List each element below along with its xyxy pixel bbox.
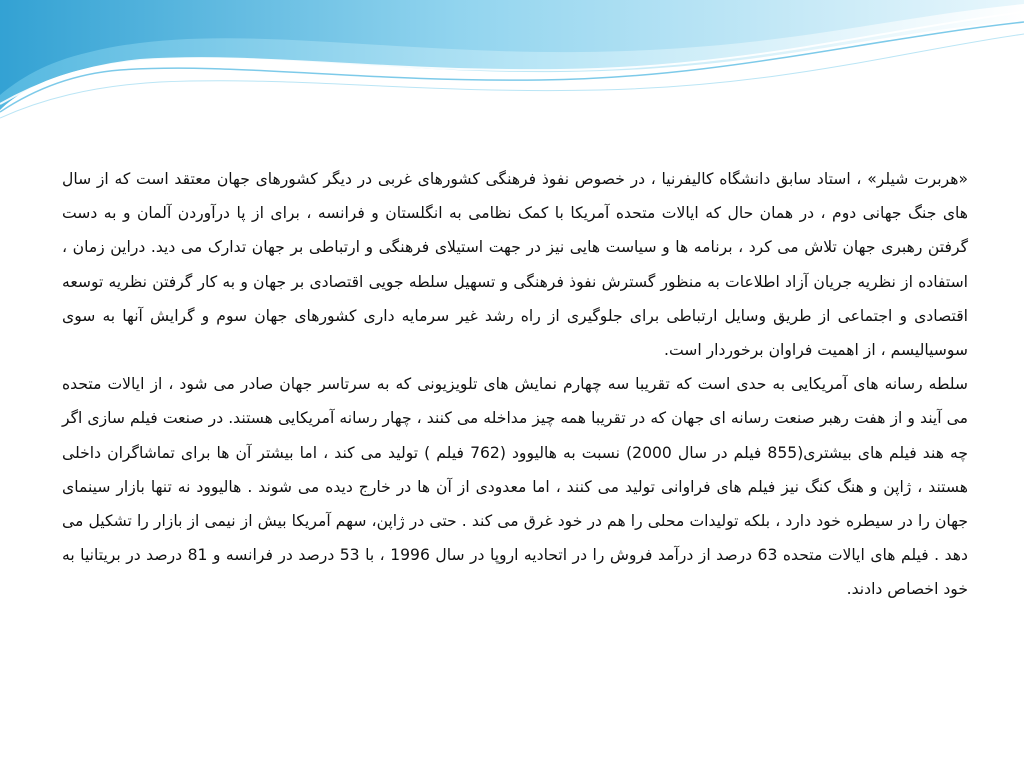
body-text: [62, 162, 968, 607]
header-wave-decoration: [0, 0, 1024, 130]
paragraph-2: سلطه رسانه های آمریکایی به حدی است که تقریبا سه چهارم نمایش های تلویزیونی که به سرتاسر جهان صادر می شود ، از ایالات متحده می آیند و از هفت رهبر صنعت رسانه ای جهان که در تقریبا همه چیز مداخله می کنند ، چهار رسانه آمریکایی هستند. در صنعت فیلم سازی اگر چه هند فیلم های بیشتری(855 فیلم در سال 2000) نسبت به هالیوود (762 فیلم ) تولید می کند ، اما بیشتر آن ها برای تماشاگران داخلی هستند ، ژاپن و هنگ کنگ نیز فیلم های فراوانی تولید می کنند ، اما معدودی از آن ها در خارج دیده می شوند . هالیوود نه تنها بازار سینمای جهان را در سیطره خود دارد ، بلکه تولیدات محلی را هم در خود غرق می کند . حتی در ژاپن، سهم آمریکا بیش از نیمی از بازار را تشکیل می دهد . فیلم های ایالات متحده 63 درصد از درآمد فروش را در اتحادیه اروپا در سال 1996 ، با 53 درصد در فرانسه و 81 درصد در بریتانیا به خود اخصاص دادند.: [62, 375, 968, 599]
paragraph-1: «هربرت شیلر» ، استاد سابق دانشگاه کالیفرنیا ، در خصوص نفوذ فرهنگی کشورهای غربی در دیگر کشورهای جهان معتقد است که از سال های جنگ جهانی دوم ، در همان حال که ایالات متحده آمریکا با کمک نظامی به انگلستان و فرانسه ، برای از پا درآوردن آلمان و به دست گرفتن رهبری جهان تلاش می کرد ، برنامه ها و سیاست هایی نیز در جهت استیلای فرهنگی و ارتباطی بر جهان تدارک می دید. دراین زمان ، استفاده از نظریه جریان آزاد اطلاعات به منظور گسترش نفوذ فرهنگی و تسهیل سلطه جویی اقتصادی بر جهان و به کار گرفتن نظریه توسعه اقتصادی و اجتماعی از طریق وسایل ارتباطی برای جلوگیری از راه رشد غیر سرمایه داری کشورهای جهان سوم و گرایش آنها به سوی سوسیالیسم ، از اهمیت فراوان برخوردار است.: [62, 170, 968, 360]
